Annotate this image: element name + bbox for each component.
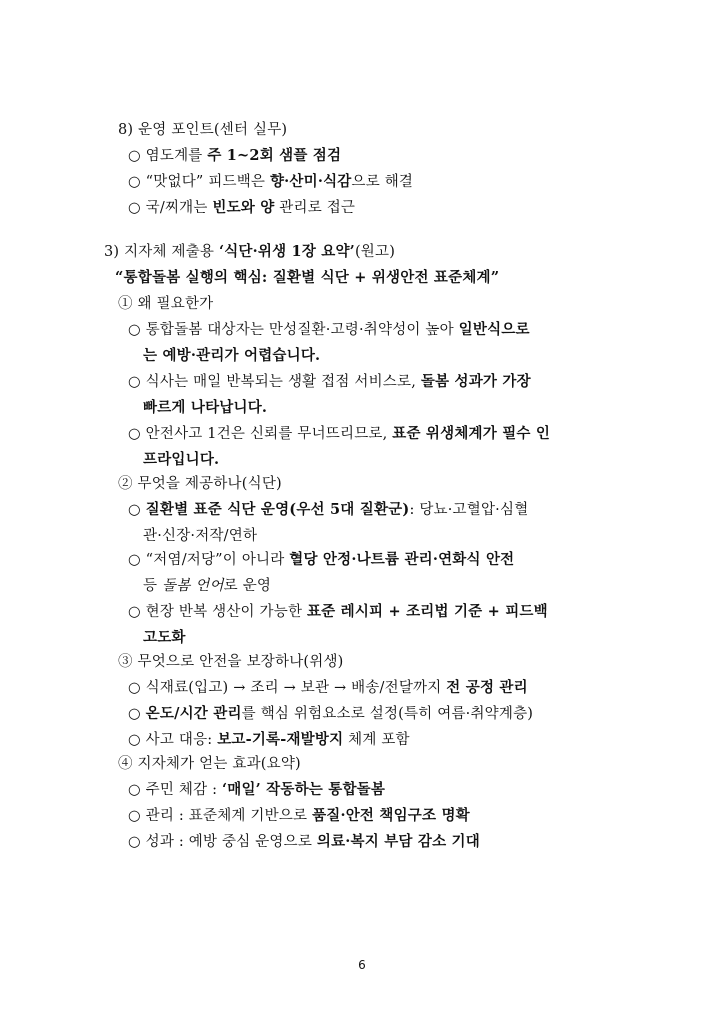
list-item: ○ 식사는 매일 반복되는 생활 접점 서비스로, 돌봄 성과가 가장	[128, 373, 531, 390]
list-item: ○ 통합돌봄 대상자는 만성질환·고령·취약성이 높아 일반식으로	[128, 321, 530, 338]
list-item: ○ 안전사고 1건은 신뢰를 무너뜨리므로, 표준 위생체계가 필수 인	[128, 425, 551, 442]
list-item: ○ “맛없다” 피드백은 향·산미·식감으로 해결	[128, 173, 414, 190]
list-item: ○ 국/찌개는 빈도와 양 관리로 접근	[128, 199, 356, 216]
list-item: ○ 온도/시간 관리를 핵심 위험요소로 설정(특히 여름·취약계층)	[128, 705, 534, 722]
list-item: ○ 염도계를 주 1~2회 샘플 점검	[128, 147, 342, 164]
list-item: ○ 현장 반복 생산이 가능한 표준 레시피 + 조리법 기준 + 피드백	[128, 603, 548, 620]
list-item-continuation: 빠르게 나타납니다.	[143, 399, 268, 416]
q1-title: ① 왜 필요한가	[118, 296, 214, 312]
q3-title: ③ 무엇으로 안전을 보장하나(위생)	[118, 654, 344, 670]
list-item-continuation: 고도화	[143, 629, 186, 646]
list-item: ○ 질환별 표준 식단 운영(우선 5대 질환군): 당뇨·고혈압·심혈	[128, 501, 529, 518]
list-item-continuation: 관·신장·저작/연하	[143, 528, 258, 544]
list-item: ○ 관리 : 표준체계 기반으로 품질·안전 책임구조 명확	[128, 807, 470, 824]
q2-title: ② 무엇을 제공하나(식단)	[118, 476, 282, 492]
list-item-continuation: 등 돌봄 언어로 운영	[143, 578, 272, 594]
q4-title: ④ 지자체가 얻는 효과(요약)	[118, 756, 301, 772]
list-item: ○ 성과 : 예방 중심 운영으로 의료·복지 부담 감소 기대	[128, 833, 480, 850]
list-item-continuation: 는 예방·관리가 어렵습니다.	[143, 347, 321, 364]
section-8-heading: 8) 운영 포인트(센터 실무)	[118, 122, 288, 138]
list-item: ○ 사고 대응: 보고-기록-재발방지 체계 포함	[128, 731, 410, 748]
list-item: ○ 식재료(입고) → 조리 → 보관 → 배송/전달까지 전 공정 관리	[128, 679, 528, 696]
page-number: 6	[358, 958, 366, 972]
list-item: ○ 주민 체감 : ‘매일’ 작동하는 통합돌봄	[128, 781, 386, 798]
section-3-heading: 3) 지자체 제출용 ‘식단·위생 1장 요약’(원고)	[104, 243, 396, 260]
list-item: ○ “저염/저당”이 아니라 혈당 안정·나트륨 관리·연화식 안전	[128, 551, 515, 568]
section-3-subtitle: “통합돌봄 실행의 핵심: 질환별 식단 + 위생안전 표준체계”	[115, 269, 500, 286]
list-item-continuation: 프라입니다.	[143, 451, 220, 468]
